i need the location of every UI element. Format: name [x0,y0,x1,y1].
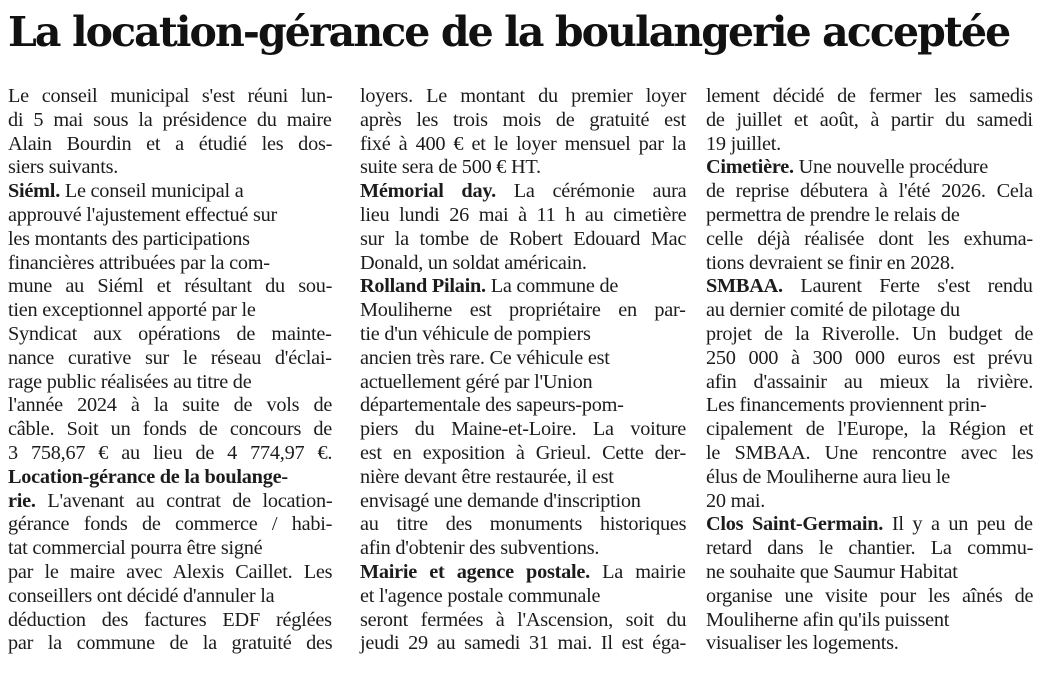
text-line [706,585,1033,609]
body-text: Une nouvelle procédure [793,156,988,179]
text-line [706,442,1033,466]
body-text: La cérémonie aura [495,180,687,203]
text-line [706,85,1033,109]
text-line [360,323,686,347]
body-text: 20 mai. [706,489,766,512]
text-line [8,442,332,466]
body-text: afin d'assainir au mieux la rivière. [706,370,1034,393]
text-line [360,442,686,466]
body-text: Il y a un peu de [883,513,1033,536]
body-text: Syndicat aux opérations de mainte- [8,322,332,345]
body-text: afin d'obtenir des subventions. [360,537,600,560]
body-text: 19 juillet. [706,132,781,155]
body-text: approuvé l'ajustement effectué sur [8,203,278,226]
body-text: départementale des sapeurs-pom- [360,394,624,417]
body-text: suite sera de 500 € HT. [360,156,541,179]
body-text: de juillet et août, à partir du samedi [706,108,1033,131]
text-line [706,537,1033,561]
body-text: ancien très rare. Ce véhicule est [360,346,610,369]
text-line [8,513,332,537]
body-text: au dernier comité de pilotage du [706,299,960,322]
text-line [706,275,1033,299]
body-text: permettra de prendre le relais de [706,203,960,226]
text-line [8,323,332,347]
body-text: élus de Mouliherne aura lieu le [706,465,950,488]
body-text: au titre des monuments historiques [360,513,687,536]
article-column-3 [706,85,1033,656]
text-line [706,561,1033,585]
body-text: seront fermées à l'Ascension, soit du [360,608,687,631]
body-text: de reprise débutera à l'été 2026. Cela [706,180,1033,203]
body-text: organise une visite pour les aînés de [706,584,1034,607]
body-text: piers du Maine-et-Loire. La voiture [360,418,687,441]
body-text: La mairie [589,560,686,583]
text-line [360,394,686,418]
body-text: 3 758,67 € au lieu de 4 774,97 €. [8,441,333,464]
text-line [360,133,686,157]
body-text: projet de la Riverolle. Un budget de [706,322,1034,345]
body-text: déduction des factures EDF réglées [8,608,332,631]
body-text: sur la tombe de Robert Edouard Mac [360,227,687,250]
text-line [8,252,332,276]
body-text: loyers. Le montant du premier loyer [360,85,687,107]
body-text: jeudi 29 au samedi 31 mai. Il est éga- [360,632,687,655]
body-text: et l'agence postale communale [360,584,601,607]
text-line [706,394,1033,418]
text-line [706,466,1033,490]
text-line [8,156,332,180]
body-text: Mouliherne afin qu'ils puissent [706,608,950,631]
body-text: tions devraient se finir en 2028. [706,251,955,274]
body-text: Le conseil municipal s'est réuni lun- [8,85,333,107]
body-text: le SMBAA. Une rencontre avec les [706,441,1034,464]
text-line [360,347,686,371]
body-text: 250 000 à 300 000 euros est prévu [706,346,1033,369]
text-line [8,537,332,561]
body-text: celle déjà réalisée dont les exhuma- [706,227,1033,250]
text-line [8,371,332,395]
article-column-2 [360,85,686,656]
body-text: Donald, un soldat américain. [360,251,587,274]
text-line [8,347,332,371]
text-line [360,490,686,514]
section-heading: SMBAA. [706,275,783,298]
section-heading: Clos Saint-Germain. [706,513,884,536]
body-text: financières attribuées par la com- [8,251,270,274]
section-heading: Cimetière. [706,156,794,179]
body-text: lieu lundi 26 mai à 11 h au cimetière [360,203,687,226]
text-line [360,109,686,133]
text-line [360,609,686,633]
body-text: Le conseil municipal a [60,180,244,203]
text-line [8,180,332,204]
body-text: tat commercial pourra être signé [8,537,263,560]
text-line [706,109,1033,133]
body-text: Alain Bourdin et a étudié les dos- [8,132,333,155]
text-line [8,632,332,656]
text-line [360,418,686,442]
body-text: gérance fonds de commerce / habi- [8,513,333,536]
text-line [8,466,332,490]
text-line [8,585,332,609]
text-line [360,371,686,395]
body-text: après les trois mois de gratuité est [360,108,686,131]
text-line [360,561,686,585]
body-text: nière devant être restaurée, il est [360,465,614,488]
text-line [360,156,686,180]
section-heading: Mairie et agence postale. [360,560,590,583]
body-text: envisagé une demande d'inscription [360,489,641,512]
text-line [706,609,1033,633]
text-line [706,347,1033,371]
body-text: visualiser les logements. [706,632,899,655]
text-line [360,204,686,228]
text-line [8,133,332,157]
body-text: tie d'un véhicule de pompiers [360,322,591,345]
body-text: L'avenant au contrat de location- [35,489,333,512]
body-text: conseillers ont décidé d'annuler la [8,584,275,607]
text-line [360,85,686,109]
text-line [706,299,1033,323]
text-line [8,394,332,418]
text-line [360,632,686,656]
body-text: lement décidé de fermer les samedis [706,85,1033,107]
body-text: rage public réalisées au titre de [8,370,252,393]
text-line [706,180,1033,204]
text-line [8,609,332,633]
section-heading: rie. [8,489,36,512]
body-text: ne souhaite que Saumur Habitat [706,560,958,583]
body-text: Les financements proviennent prin- [706,394,987,417]
text-line [8,299,332,323]
article-headline: La location-gérance de la boulangerie acceptée [8,8,1010,56]
text-line [360,513,686,537]
body-text: est en exposition à Grieul. Cette der- [360,441,687,464]
body-text: les montants des participations [8,227,250,250]
text-line [8,228,332,252]
text-line [706,252,1033,276]
text-line [706,323,1033,347]
text-line [360,537,686,561]
text-line [8,275,332,299]
text-line [706,133,1033,157]
body-text: siers suivants. [8,156,119,179]
text-line [360,252,686,276]
text-line [706,513,1033,537]
text-line [8,204,332,228]
body-text: di 5 mai sous la présidence du maire [8,108,332,131]
text-line [706,156,1033,180]
body-text: par la commune de la gratuité des [8,632,333,655]
text-line [360,299,686,323]
text-line [706,371,1033,395]
body-text: actuellement géré par l'Union [360,370,593,393]
article-column-1 [8,85,332,656]
body-text: tien exceptionnel apporté par le [8,299,256,322]
body-text: Mouliherne est propriétaire en par- [360,299,686,322]
text-line [8,109,332,133]
text-line [706,632,1033,656]
body-text: par le maire avec Alexis Caillet. Les [8,560,333,583]
body-text: Laurent Ferte s'est rendu [782,275,1033,298]
body-text: mune au Siéml et résultant du sou- [8,275,333,298]
text-line [706,204,1033,228]
text-line [8,561,332,585]
text-line [360,180,686,204]
body-text: l'année 2024 à la suite de vols de [8,394,333,417]
text-line [360,466,686,490]
section-heading: Siéml. [8,180,61,203]
text-line [706,490,1033,514]
text-line [8,85,332,109]
text-line [706,418,1033,442]
section-heading: Rolland Pilain. [360,275,486,298]
section-heading: Location-gérance de la boulange- [8,465,288,488]
body-text: fixé à 400 € et le loyer mensuel par la [360,132,687,155]
body-text: cipalement de l'Europe, la Région et [706,418,1034,441]
text-line [360,585,686,609]
text-line [8,490,332,514]
body-text: câble. Soit un fonds de concours de [8,418,333,441]
text-line [360,228,686,252]
text-line [360,275,686,299]
body-text: retard dans le chantier. La commu- [706,537,1034,560]
body-text: nance curative sur le réseau d'éclai- [8,346,332,369]
body-text: La commune de [485,275,619,298]
text-line [706,228,1033,252]
section-heading: Mémorial day. [360,180,496,203]
text-line [8,418,332,442]
